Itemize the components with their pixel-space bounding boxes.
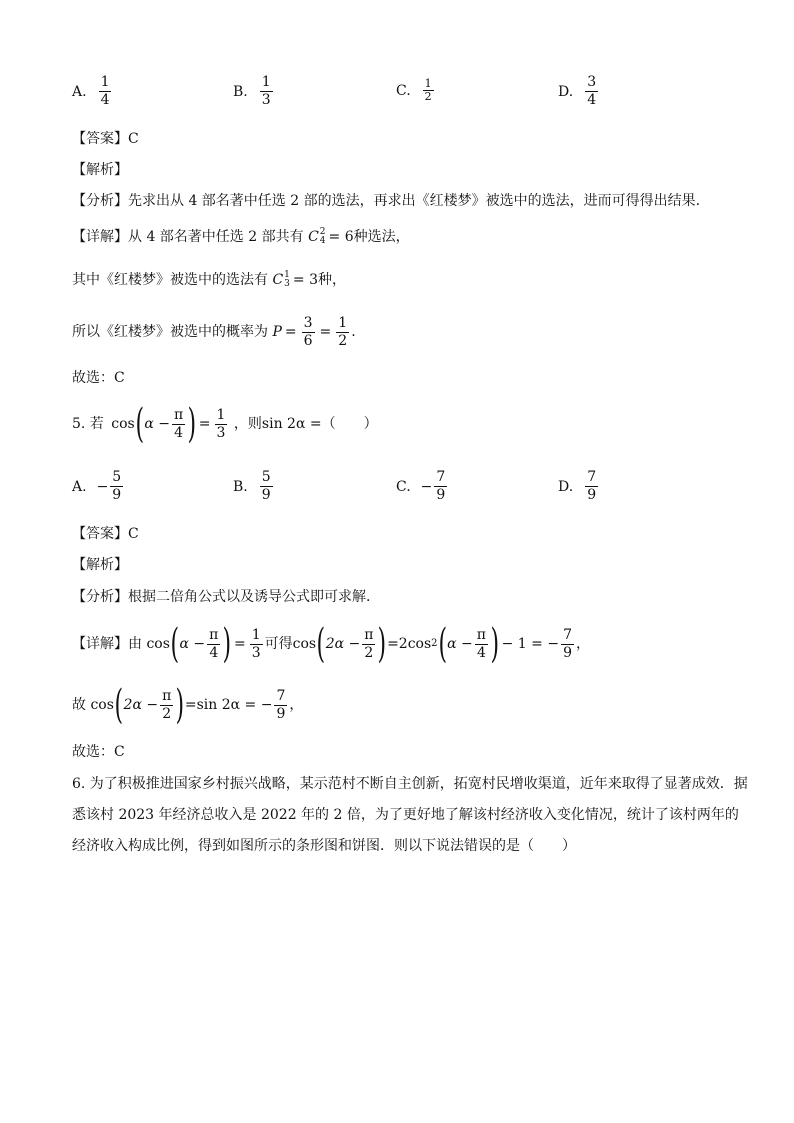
q6-line3: 经济收入构成比例，得到如图所示的条形图和饼图．则以下说法错误的是（ ） <box>72 838 576 854</box>
q5-stem: 5. 若 cos ( α − $\frac{\pi}{4}$ ) = $\frac{1}{3}$ ，则sin 2α =（ ） <box>72 401 378 447</box>
option-fraction: $\frac{7}{9}$ <box>587 469 597 503</box>
option-fraction: $\frac{5}{9}$ <box>112 469 122 503</box>
q5-option-a: A. − $\frac{5}{9}$ <box>72 469 122 503</box>
q4-xiangjie-line: 【详解】从 4 部名著中任选 2 部共有 C 2 4 = 6 种选法， <box>72 227 410 246</box>
q5-analysis-tag: 【解析】 <box>72 557 128 573</box>
q5-answer-line <box>72 524 139 544</box>
option-label: B. <box>233 83 248 100</box>
q6-line1: 6. 为了积极推进国家乡村振兴战略，某示范村不断自主创新，拓宽村民增收渠道，近年来取得了显著成效．据 <box>72 776 748 792</box>
option-label: D. <box>558 478 574 495</box>
option-label: C. <box>396 478 411 495</box>
fenxi-tag: 【分析】 <box>72 589 128 605</box>
answer-value: C <box>128 131 139 147</box>
option-label: A. <box>72 478 87 495</box>
q4-option-b <box>233 74 275 109</box>
q4-option-d <box>558 74 600 109</box>
q4-option-a <box>72 74 113 109</box>
q5-condition-formula: cos ( α − $\frac{\pi}{4}$ ) = $\frac{1}{3}$ <box>111 401 226 447</box>
answer-tag: 【答案】 <box>72 526 128 542</box>
q5-choose: 故选：C <box>72 744 125 760</box>
xiangjie-tag: 【详解】 <box>72 636 128 652</box>
q6-line2: 悉该村 2023 年经济总收入是 2022 年的 2 倍，为了更好地了解该村经济收入变化情况，统计了该村两年的 <box>72 807 739 823</box>
answer-tag: 【答案】 <box>72 131 128 147</box>
q5-derivation-formula: cos ( α − $\frac{\pi}{4}$ ) = $\frac{1}{3}$ 可得 cos ( 2α − $\frac{\pi}{2}$ ) =2cos 2 ( α − $\frac{\pi}{4}$ ) − 1 = − $\frac{7}{9}$ ， <box>146 621 590 667</box>
combination-formula: C 2 4 = 6 <box>308 227 354 246</box>
q5-option-d <box>558 469 600 504</box>
q5-conclusion-formula: cos ( 2α − $\frac{\pi}{2}$ ) =sin 2α = − $\frac{7}{9}$ ， <box>90 682 304 728</box>
option-fraction: $\frac{5}{9}$ <box>261 469 271 503</box>
q4-option-c <box>396 78 436 103</box>
option-fraction: $\frac{1}{3}$ <box>261 74 271 108</box>
q5-gu-line: 故 cos ( 2α − $\frac{\pi}{2}$ ) =sin 2α = − $\frac{7}{9}$ ， <box>72 682 304 728</box>
option-fraction: $\frac{1}{4}$ <box>100 74 110 108</box>
combination-formula: C 1 3 = 3 <box>272 270 318 289</box>
q4-answer-line <box>72 129 139 149</box>
xiangjie-tag: 【详解】 <box>72 229 128 245</box>
option-label: C. <box>396 82 411 99</box>
q5-option-c: C. − $\frac{7}{9}$ <box>396 469 446 503</box>
option-label: D. <box>558 83 574 100</box>
q5-option-b <box>233 469 275 504</box>
q4-choose: 故选：C <box>72 370 125 386</box>
fenxi-text: 先求出从 4 部名著中任选 2 部的选法，再求出《红楼梦》被选中的选法，进而可得得出结果. <box>128 193 701 209</box>
option-fraction: $\frac{3}{4}$ <box>587 74 597 108</box>
probability-formula: P = $\frac{3}{6}$ = $\frac{1}{2}$ . <box>272 314 356 349</box>
option-label: B. <box>233 478 248 495</box>
answer-value: C <box>128 526 139 542</box>
fenxi-tag: 【分析】 <box>72 193 128 209</box>
option-label: A. <box>72 83 87 100</box>
fenxi-text: 根据二倍角公式以及诱导公式即可求解. <box>128 589 371 605</box>
q4-line2: 其中《红楼梦》被选中的选法有 C 1 3 = 3 种， <box>72 270 346 289</box>
option-fraction: $\frac{7}{9}$ <box>436 469 446 503</box>
q4-analysis-tag: 【解析】 <box>72 162 128 178</box>
q4-fenxi-line <box>72 191 700 211</box>
option-fraction: $\frac{1}{2}$ <box>424 77 432 103</box>
q4-line3: 所以《红楼梦》被选中的概率为 P = $\frac{3}{6}$ = $\frac{1}{2}$ . <box>72 312 356 352</box>
q5-fenxi-line <box>72 587 370 607</box>
q5-xiangjie-line: 【详解】由 cos ( α − $\frac{\pi}{4}$ ) = $\frac{1}{3}$ 可得 cos ( 2α − $\frac{\pi}{2}$ ) =2cos 2 ( α − $\frac{\pi}{4}$ ) − 1 = − $\frac{7}{9}$ ， <box>72 621 590 667</box>
